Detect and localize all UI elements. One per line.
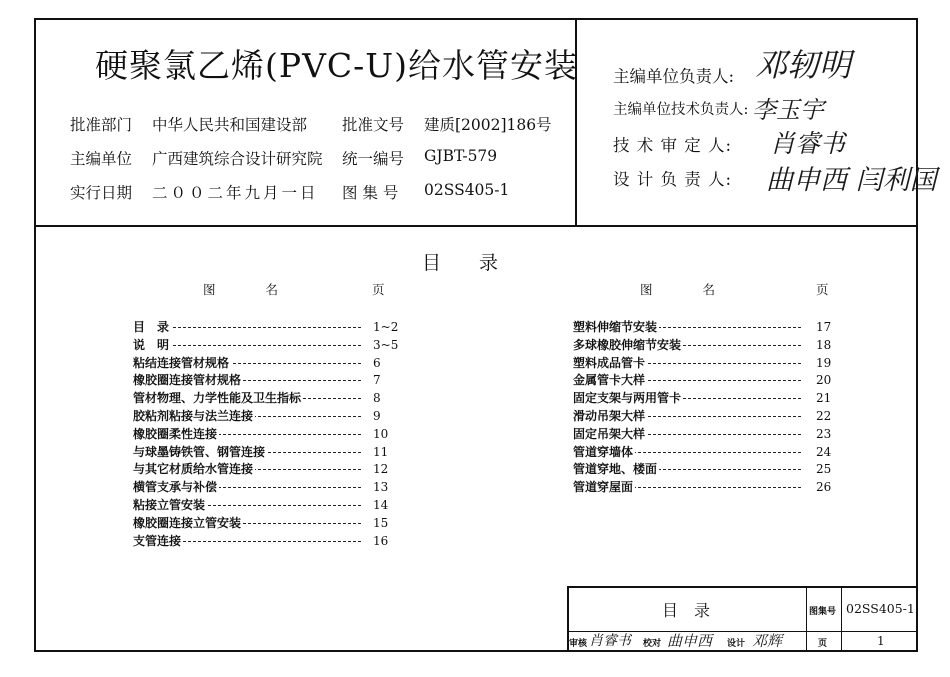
- signature-tech-reviewer: 肖睿书: [770, 129, 846, 158]
- toc-row: [573, 337, 843, 355]
- toc-title: 目 录: [422, 252, 499, 274]
- toc-entry-name: 粘结连接管材规格: [133, 355, 231, 373]
- toc-entry-page: 18: [816, 337, 832, 352]
- toc-entry-page: 17: [816, 320, 832, 334]
- tb-check-signature: 曲申西: [667, 632, 713, 650]
- toc-row: [573, 479, 843, 497]
- toc-entry-page: 9: [373, 408, 381, 423]
- toc-entry-page: 8: [373, 391, 381, 406]
- toc-row: [573, 355, 843, 373]
- toc-row: [133, 408, 403, 426]
- toc-entry-name: 橡胶圈连接立管安装: [133, 515, 243, 533]
- document-title: 硬聚氯乙烯(PVC-U)给水管安装: [95, 46, 578, 85]
- toc-entry-name: 与其它材质给水管连接: [133, 461, 255, 479]
- toc-row: [133, 337, 403, 355]
- toc-row: [133, 461, 403, 479]
- toc-entry-name: 橡胶圈连接管材规格: [133, 372, 243, 390]
- toc-row: [133, 479, 403, 497]
- meta-label-chief-unit: 主编单位: [70, 150, 133, 168]
- tb-page-no: 1: [877, 634, 885, 648]
- meta-label-approval-no: 批准文号: [342, 116, 405, 134]
- title-block: [567, 586, 918, 652]
- meta-value-chief-unit: 广西建筑综合设计研究院: [152, 150, 323, 168]
- toc-entry-name: 塑料成品管卡: [573, 355, 647, 373]
- tb-page-label: 页: [818, 639, 828, 649]
- meta-value-atlas-no: 02SS405-1: [424, 181, 510, 199]
- tb-review-signature: 肖睿书: [589, 633, 631, 649]
- toc-entry-name: 橡胶圈柔性连接: [133, 426, 219, 444]
- toc-entry-name: 说 明: [133, 337, 171, 355]
- signature-design-head: 曲申西 闫利国: [766, 165, 937, 196]
- meta-label-approval-dept: 批准部门: [70, 116, 133, 134]
- tb-col-divider-1: [806, 586, 807, 652]
- toc-entry-page: 1~2: [373, 320, 399, 334]
- toc-entry-name: 固定吊架大样: [573, 426, 647, 444]
- toc-entry-name: 滑动吊架大样: [573, 408, 647, 426]
- toc-row: [573, 372, 843, 390]
- toc-right-column: [573, 319, 843, 497]
- tb-check-label: 校对: [643, 639, 662, 649]
- toc-entry-name: 塑料伸缩节安装: [573, 319, 659, 337]
- header-divider: [34, 225, 918, 227]
- tb-sheet-title: 目 录: [662, 601, 711, 620]
- toc-entry-name: 横管支承与补偿: [133, 479, 219, 497]
- resp-label-chief-unit-head: 主编单位负责人:: [613, 67, 735, 86]
- toc-entry-name: 管道穿墙体: [573, 444, 635, 462]
- tb-atlas-label: 图集号: [809, 607, 837, 617]
- toc-row: [133, 444, 403, 462]
- toc-row: [573, 461, 843, 479]
- toc-entry-name: 胶粘剂粘接与法兰连接: [133, 408, 255, 426]
- toc-right-header-page: 页: [816, 282, 829, 297]
- toc-entry-page: 13: [373, 480, 389, 495]
- toc-row: [573, 319, 843, 337]
- toc-entry-page: 14: [373, 497, 389, 512]
- meta-value-unified-no: GJBT-579: [424, 147, 498, 165]
- toc-entry-page: 11: [373, 444, 389, 459]
- signature-tech-head: 李玉宇: [752, 96, 824, 124]
- toc-entry-page: 10: [373, 426, 389, 441]
- toc-entry-page: 16: [373, 533, 389, 548]
- toc-left-header-name: 图 名: [203, 282, 279, 297]
- signature-chief-unit-head: 邓轫明: [755, 46, 852, 84]
- toc-entry-name: 管道穿屋面: [573, 479, 635, 497]
- toc-row: [573, 444, 843, 462]
- toc-row: [133, 390, 403, 408]
- toc-row: [133, 497, 403, 515]
- toc-entry-name: 粘接立管安装: [133, 497, 207, 515]
- meta-label-unified-no: 统一编号: [342, 150, 405, 168]
- toc-row: [133, 319, 403, 337]
- toc-row: [133, 426, 403, 444]
- toc-entry-name: 支管连接: [133, 533, 183, 551]
- tb-design-signature: 邓辉: [752, 632, 783, 650]
- toc-row: [133, 355, 403, 373]
- toc-row: [573, 426, 843, 444]
- toc-entry-page: 26: [816, 480, 832, 495]
- toc-entry-name: 管材物理、力学性能及卫生指标: [133, 390, 303, 408]
- tb-col-divider-2: [841, 586, 842, 652]
- tb-atlas-no: 02SS405-1: [846, 601, 915, 616]
- toc-entry-page: 12: [373, 462, 389, 477]
- resp-label-tech-head: 主编单位技术负责人:: [613, 102, 749, 118]
- tb-design-label: 设计: [727, 639, 746, 649]
- tb-border-top: [567, 586, 918, 588]
- toc-entry-page: 25: [816, 462, 832, 477]
- meta-label-effective-date: 实行日期: [70, 184, 133, 202]
- toc-entry-name: 与球墨铸铁管、钢管连接: [133, 444, 267, 462]
- toc-row: [573, 390, 843, 408]
- meta-label-atlas-no: 图 集 号: [342, 184, 399, 202]
- toc-entry-page: 6: [373, 355, 381, 370]
- toc-row: [573, 408, 843, 426]
- toc-entry-name: 固定支架与两用管卡: [573, 390, 683, 408]
- toc-row: [133, 372, 403, 390]
- meta-value-approval-no: 建质[2002]186号: [424, 116, 552, 134]
- toc-entry-name: 多球橡胶伸缩节安装: [573, 337, 683, 355]
- tb-review-label: 审核: [569, 639, 588, 649]
- toc-row: [133, 515, 403, 533]
- toc-row: [133, 533, 403, 551]
- toc-right-header-name: 图 名: [640, 282, 716, 297]
- toc-entry-page: 15: [373, 515, 389, 530]
- toc-entry-page: 24: [816, 444, 832, 459]
- toc-entry-name: 目 录: [133, 319, 171, 337]
- toc-left-column: [133, 319, 403, 550]
- toc-entry-page: 3~5: [373, 337, 399, 352]
- toc-entry-page: 22: [816, 408, 832, 423]
- toc-entry-page: 7: [373, 373, 381, 388]
- meta-value-effective-date: 二００二年九月一日: [152, 184, 319, 202]
- toc-entry-page: 21: [816, 391, 832, 406]
- toc-entry-name: 管道穿地、楼面: [573, 461, 659, 479]
- toc-left-header-page: 页: [372, 282, 385, 297]
- toc-entry-page: 23: [816, 426, 832, 441]
- toc-entry-name: 金属管卡大样: [573, 372, 647, 390]
- resp-label-tech-reviewer: 技 术 审 定 人:: [613, 136, 733, 155]
- toc-entry-page: 19: [816, 355, 832, 370]
- resp-label-design-head: 设 计 负 责 人:: [613, 170, 733, 189]
- meta-value-approval-dept: 中华人民共和国建设部: [152, 116, 308, 134]
- toc-entry-page: 20: [816, 373, 832, 388]
